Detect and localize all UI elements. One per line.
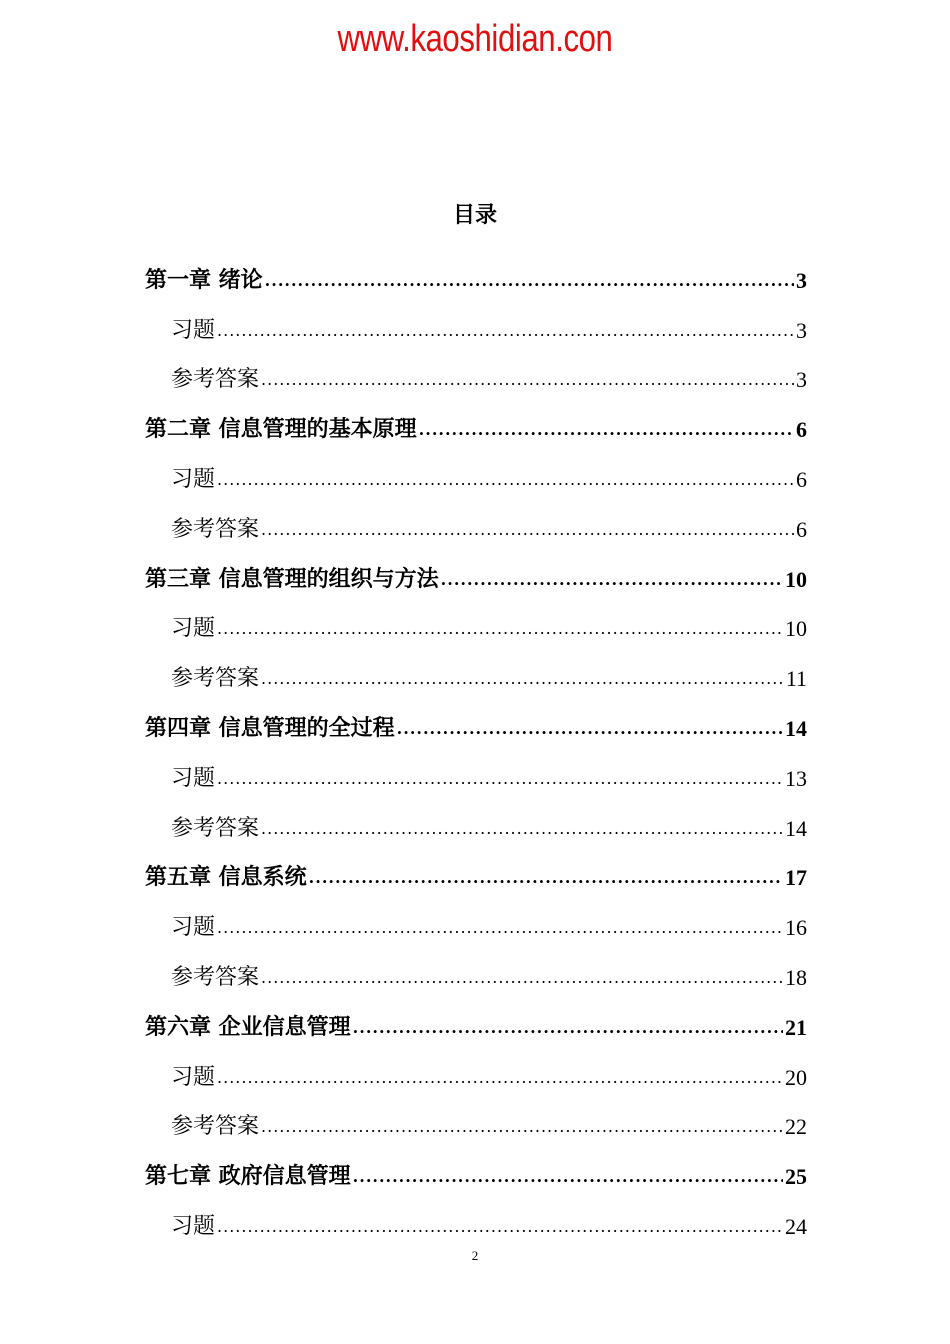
toc-entry-label: 参考答案 [171, 666, 260, 692]
toc-dot-leader [265, 273, 794, 289]
toc-sub-entry[interactable] [145, 1091, 807, 1141]
toc-sub-entry[interactable] [145, 642, 807, 692]
toc-entry-label: 第二章 信息管理的基本原理 [145, 416, 417, 443]
toc-entry-label: 习题 [171, 765, 216, 791]
toc-entry-page: 13 [785, 765, 807, 791]
toc-entry-label: 第一章 绪论 [145, 266, 263, 293]
toc-dot-leader [397, 721, 783, 737]
toc-entry-label: 参考答案 [171, 367, 260, 393]
toc-chapter-entry[interactable] [145, 393, 807, 443]
toc-dot-leader [217, 920, 783, 936]
toc-entry-label: 习题 [171, 1064, 216, 1090]
toc-entry-page: 24 [785, 1213, 807, 1239]
watermark-url: www.kaoshidian.con [337, 18, 613, 60]
toc-dot-leader [217, 1070, 783, 1086]
toc-entry-page: 6 [796, 466, 807, 492]
toc-entry-label: 参考答案 [171, 1114, 260, 1140]
toc-entry-label: 参考答案 [171, 964, 260, 990]
toc-sub-entry[interactable] [145, 1190, 807, 1240]
toc-sub-entry[interactable] [145, 294, 807, 344]
toc-entry-page: 11 [785, 666, 807, 692]
toc-dot-leader [353, 1020, 783, 1036]
toc-entry-label: 第五章 信息系统 [145, 864, 307, 891]
toc-dot-leader [261, 671, 784, 687]
toc-entry-label: 参考答案 [171, 815, 260, 841]
toc-dot-leader [261, 372, 794, 388]
toc-entry-page: 14 [785, 715, 807, 741]
toc-entry-page: 3 [796, 367, 807, 393]
toc-entry-page: 16 [785, 915, 807, 941]
toc-entry-page: 3 [796, 267, 807, 293]
toc-entry-label: 第三章 信息管理的组织与方法 [145, 565, 439, 592]
toc-sub-entry[interactable] [145, 941, 807, 991]
toc-entry-page: 3 [796, 317, 807, 343]
toc-chapter-entry[interactable] [145, 842, 807, 892]
toc-entry-label: 习题 [171, 1213, 216, 1239]
toc-chapter-entry[interactable] [145, 692, 807, 742]
toc-sub-entry[interactable] [145, 891, 807, 941]
toc-chapter-entry[interactable] [145, 543, 807, 593]
toc-dot-leader [217, 323, 794, 339]
toc-chapter-entry[interactable] [145, 244, 807, 294]
toc-dot-leader [217, 1219, 783, 1235]
toc-sub-entry[interactable] [145, 443, 807, 493]
toc-entry-label: 习题 [171, 466, 216, 492]
page-number: 2 [471, 1248, 479, 1263]
toc-entry-label: 第六章 企业信息管理 [145, 1013, 351, 1040]
table-of-contents [145, 244, 807, 1240]
toc-title: 目录 [452, 202, 497, 228]
toc-entry-label: 习题 [171, 616, 216, 642]
toc-entry-page: 17 [785, 865, 807, 891]
toc-chapter-entry[interactable] [145, 1140, 807, 1190]
toc-sub-entry[interactable] [145, 593, 807, 643]
toc-entry-page: 20 [785, 1064, 807, 1090]
toc-dot-leader [217, 472, 794, 488]
toc-entry-page: 10 [785, 616, 807, 642]
toc-dot-leader [441, 572, 783, 588]
toc-dot-leader [261, 1119, 783, 1135]
toc-entry-label: 参考答案 [171, 516, 260, 542]
toc-sub-entry[interactable] [145, 1041, 807, 1091]
toc-entry-label: 第七章 政府信息管理 [145, 1163, 351, 1190]
toc-entry-label: 习题 [171, 317, 216, 343]
toc-entry-page: 21 [785, 1014, 807, 1040]
toc-entry-page: 22 [785, 1114, 807, 1140]
toc-sub-entry[interactable] [145, 493, 807, 543]
toc-dot-leader [353, 1169, 783, 1185]
toc-entry-page: 25 [785, 1164, 807, 1190]
toc-sub-entry[interactable] [145, 344, 807, 394]
toc-dot-leader [217, 621, 783, 637]
toc-dot-leader [309, 870, 783, 886]
toc-dot-leader [217, 771, 783, 787]
toc-dot-leader [261, 970, 783, 986]
toc-entry-page: 6 [796, 516, 807, 542]
toc-entry-page: 10 [785, 566, 807, 592]
toc-entry-label: 习题 [171, 915, 216, 941]
toc-entry-label: 第四章 信息管理的全过程 [145, 714, 395, 741]
toc-entry-page: 6 [796, 417, 807, 443]
toc-chapter-entry[interactable] [145, 991, 807, 1041]
toc-sub-entry[interactable] [145, 792, 807, 842]
toc-dot-leader [261, 821, 783, 837]
toc-dot-leader [261, 522, 794, 538]
toc-entry-page: 18 [785, 964, 807, 990]
toc-sub-entry[interactable] [145, 742, 807, 792]
toc-entry-page: 14 [785, 815, 807, 841]
toc-dot-leader [419, 422, 794, 438]
